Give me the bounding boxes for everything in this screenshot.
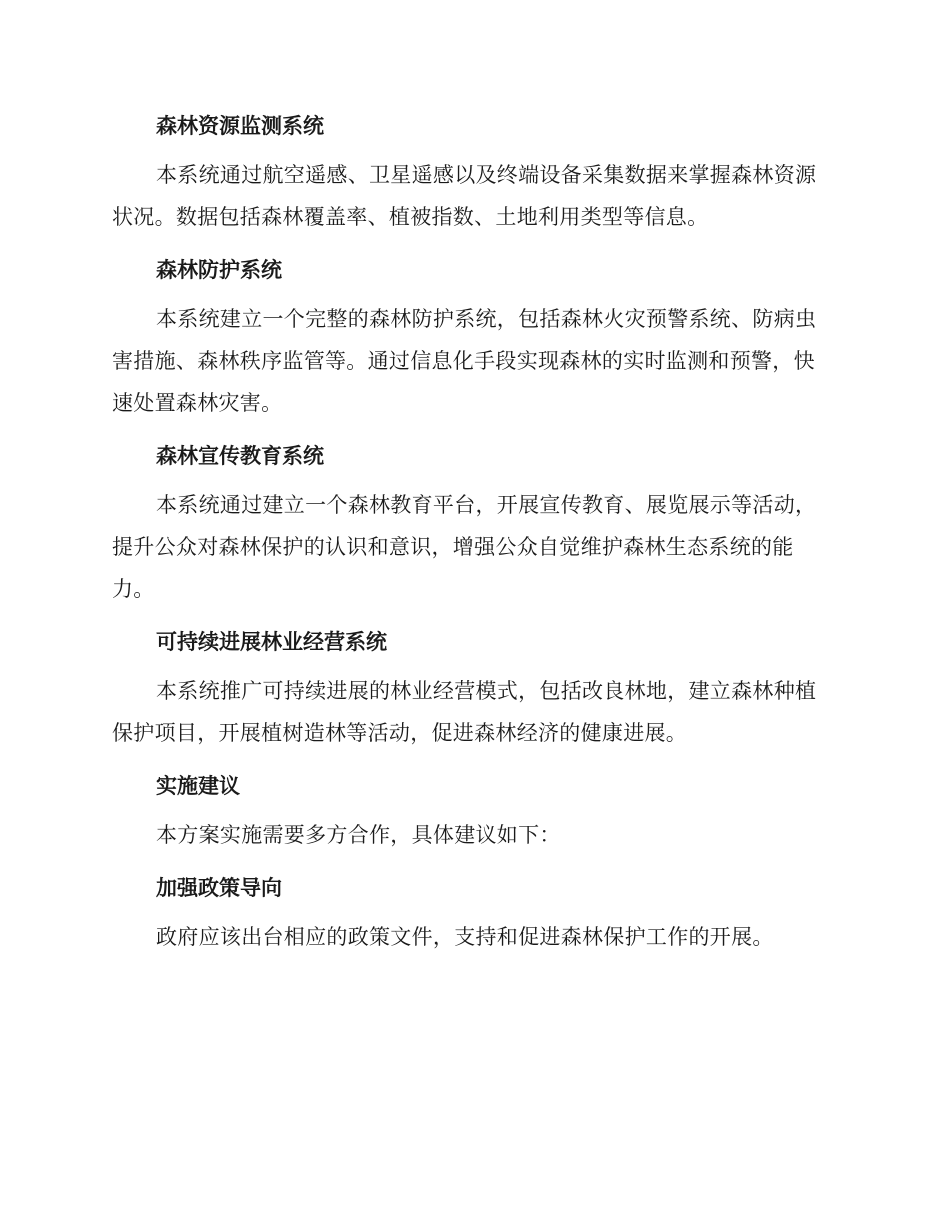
section-heading: 森林宣传教育系统 bbox=[156, 444, 324, 468]
section-heading: 可持续进展林业经营系统 bbox=[156, 630, 387, 654]
section-paragraph: 本系统推广可持续进展的林业经营模式，包括改良林地，建立森林种植保护项目，开展植树造林等活动，促进森林经济的健康进展。 bbox=[112, 679, 817, 745]
section-implementation-suggestions bbox=[112, 766, 832, 856]
section-heading: 森林防护系统 bbox=[156, 258, 282, 282]
document-page bbox=[112, 106, 832, 970]
section-publicity-education bbox=[112, 436, 832, 610]
section-policy-guidance bbox=[112, 868, 832, 958]
section-heading: 森林资源监测系统 bbox=[156, 114, 324, 138]
section-paragraph: 政府应该出台相应的政策文件，支持和促进森林保护工作的开展。 bbox=[156, 925, 774, 949]
section-paragraph: 本系统通过航空遥感、卫星遥感以及终端设备采集数据来掌握森林资源状况。数据包括森林覆盖率、植被指数、土地利用类型等信息。 bbox=[112, 163, 817, 229]
section-paragraph: 本系统建立一个完整的森林防护系统，包括森林火灾预警系统、防病虫害措施、森林秩序监管等。通过信息化手段实现森林的实时监测和预警，快速处置森林灾害。 bbox=[112, 307, 817, 415]
section-forest-protection bbox=[112, 250, 832, 424]
section-paragraph: 本系统通过建立一个森林教育平台，开展宣传教育、展览展示等活动，提升公众对森林保护的认识和意识，增强公众自觉维护森林生态系统的能力。 bbox=[112, 493, 817, 601]
section-heading: 加强政策导向 bbox=[156, 876, 282, 900]
section-heading: 实施建议 bbox=[156, 774, 240, 798]
section-paragraph: 本方案实施需要多方合作，具体建议如下： bbox=[156, 823, 561, 847]
section-sustainable-forestry bbox=[112, 622, 832, 754]
section-resource-monitoring bbox=[112, 106, 832, 238]
